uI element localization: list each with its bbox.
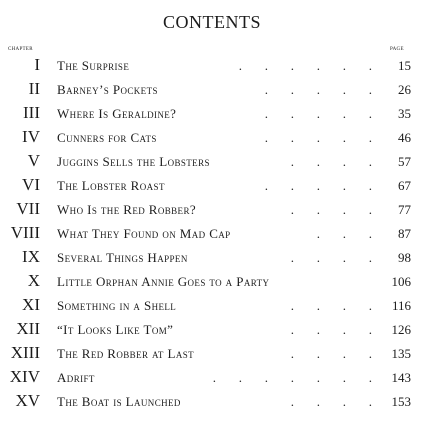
page-column-label: PAGE [390,47,404,52]
toc-entry-2 [0,77,424,101]
dot-leader: . . . . . [264,130,372,145]
dot-leader: . . . . [290,346,372,361]
toc-entry-14 [0,365,424,389]
page-number: 26 [398,82,411,97]
chapter-title: The Lobster Roast [57,178,165,193]
chapter-title: The Red Robber at Last [57,346,195,361]
page-number: 126 [391,322,411,337]
chapter-number: XIII [10,343,40,362]
chapter-number: VII [16,199,40,218]
toc-entry-4 [0,125,424,149]
chapter-title: Barney’s Pockets [57,82,158,97]
chapter-number: IX [22,247,40,266]
toc-entry-7 [0,197,424,221]
page-number: 77 [398,202,411,217]
dot-leader: . . . . . [264,178,372,193]
chapter-title: Who Is the Red Robber? [57,202,197,217]
page-number: 35 [398,106,411,121]
toc-entry-12 [0,317,424,341]
chapter-title: Something in a Shell [57,298,177,313]
toc-entry-3 [0,101,424,125]
page-number: 116 [391,298,411,313]
chapter-title: What They Found on Mad Cap [57,226,231,241]
dot-leader: . . . . [290,298,372,313]
chapter-title: Juggins Sells the Lobsters [57,154,210,169]
toc-entry-13 [0,341,424,365]
chapter-number: I [34,55,40,74]
dot-leader: . . . . . . [238,58,372,73]
chapter-title: Where Is Geraldine? [57,106,177,121]
page-number: 98 [398,250,411,265]
toc-entry-5 [0,149,424,173]
toc-entry-15 [0,389,424,413]
toc-entry-9 [0,245,424,269]
chapter-number: IV [22,127,40,146]
dot-leader: . . . [316,226,372,241]
chapter-title: The Surprise [57,58,130,73]
page-number: 57 [398,154,411,169]
dot-leader: . . . . [290,202,372,217]
page-number: 153 [391,394,411,409]
page-number: 143 [391,370,411,385]
toc-entry-6 [0,173,424,197]
dot-leader: . . . . . [264,82,372,97]
chapter-title: Adrift [57,370,95,385]
dot-leader: . . . . . . . [212,370,372,385]
chapter-column-label: CHAPTER [8,47,33,52]
chapter-title: Cunners for Cats [57,130,157,145]
page-number: 106 [391,274,411,289]
chapter-number: II [28,79,40,98]
page-number: 15 [398,58,411,73]
chapter-number: XV [15,391,40,410]
chapter-number: XII [16,319,40,338]
chapter-title: Little Orphan Annie Goes to a Party [57,274,270,289]
chapter-number: X [27,271,40,290]
dot-leader: . . . . [290,322,372,337]
dot-leader: . . . . [290,250,372,265]
page-number: 67 [398,178,411,193]
toc-entry-10 [0,269,424,293]
chapter-number: XIV [9,367,40,386]
dot-leader: . . . . . [264,106,372,121]
toc-entry-1 [0,53,424,77]
page-number: 135 [391,346,411,361]
page-number: 87 [398,226,411,241]
dot-leader: . . . . [290,394,372,409]
chapter-number: III [23,103,40,122]
chapter-number: V [27,151,40,170]
chapter-number: XI [22,295,40,314]
chapter-title: “It Looks Like Tom” [57,322,174,337]
page-number: 46 [398,130,411,145]
chapter-number: VI [22,175,40,194]
chapter-number: VIII [10,223,40,242]
chapter-title: Several Things Happen [57,250,188,265]
toc-entry-11 [0,293,424,317]
dot-leader: . . . . [290,154,372,169]
chapter-title: The Boat is Launched [57,394,181,409]
page-title: CONTENTS [163,12,261,32]
toc-entry-8 [0,221,424,245]
toc-list [0,53,424,413]
